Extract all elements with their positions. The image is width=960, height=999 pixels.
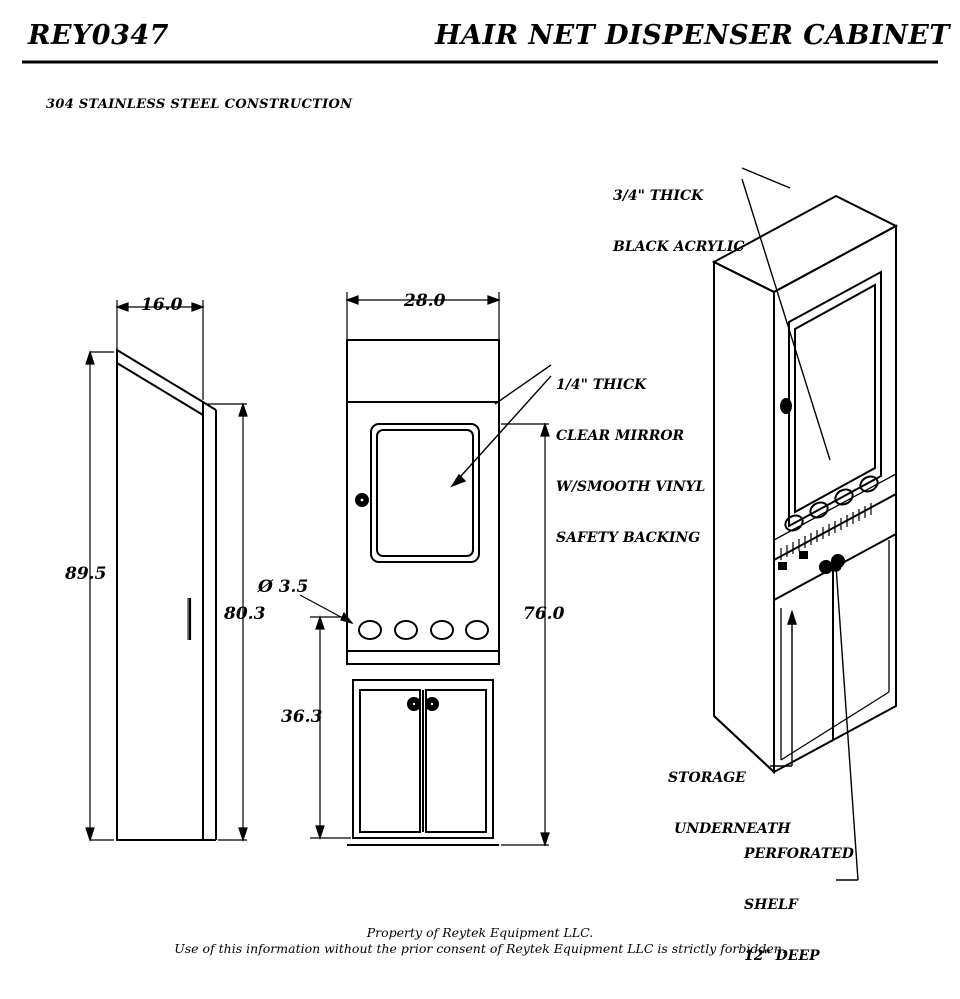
iso-lock [781,399,791,413]
annotation-mirror-line1: 1/4" THICK [556,377,647,393]
front-view-dimensions [300,292,549,845]
iso-bottom-edge [714,716,774,772]
iso-left-face [714,262,774,772]
front-view-lower-door-left [360,690,420,832]
leader-mirror [452,365,551,486]
part-number: REY0347 [28,20,169,51]
iso-tag-2 [800,552,807,558]
side-view-top-slope [117,363,203,415]
dimension-front-width: 28.0 [404,291,446,311]
leader-acrylic-1 [742,168,790,188]
dispenser-hole-1 [359,621,381,639]
side-view [117,350,216,840]
side-view-outline [117,350,203,840]
dimension-door-height: 80.3 [224,604,266,624]
annotation-mirror-line4: SAFETY BACKING [556,530,701,546]
annotation-storage-line1: STORAGE [668,770,746,786]
iso-mirror-door [789,272,881,526]
footer-line-1: Property of Reytek Equipment LLC. [366,925,594,940]
annotation-shelf-line1: PERFORATED [744,846,854,862]
dimension-overall-height: 89.5 [65,564,107,584]
dispenser-hole-4 [466,621,488,639]
material-note: 304 STAINLESS STEEL CONSTRUCTION [46,97,353,112]
front-view [347,340,499,845]
dimension-mirror-to-base: 76.0 [523,604,565,624]
annotation-acrylic-line2: BLACK ACRYLIC [613,239,745,255]
iso-lower-handle-left [820,561,832,573]
side-view-back-edge-top [203,402,216,410]
dispenser-hole-3 [431,621,453,639]
leader-acrylic-2 [742,179,830,460]
footer-line-2: Use of this information without the prior consent of Reytek Equipment LLC is strictly forbidden. [174,941,786,956]
annotation-acrylic-line1: 3/4" THICK [613,188,704,204]
annotation-storage-line2: UNDERNEATH [674,821,791,837]
page-title: HAIR NET DISPENSER CABINET [435,20,950,51]
front-view-upper-body [347,402,499,664]
front-view-mirror-glass [377,430,473,556]
dimension-lower-cabinet: 36.3 [281,707,323,727]
front-view-lock-core [360,498,365,503]
dimension-hole-diameter: Ø 3.5 [258,577,309,597]
annotation-shelf-line2: SHELF [744,897,798,913]
iso-mirror-glass [795,285,875,512]
iso-view [714,196,896,772]
front-view-mirror-door [371,424,479,562]
dimension-side-depth: 16.0 [141,295,183,315]
dispenser-hole-2 [395,621,417,639]
front-view-crown [347,340,499,402]
front-view-lower-door-right [426,690,486,832]
annotation-shelf-line3: 12" DEEP [744,948,820,964]
iso-tag-1 [779,563,786,569]
leader-shelf-dot [831,561,841,571]
annotation-mirror-line3: W/SMOOTH VINYL [556,479,706,495]
annotation-mirror-line2: CLEAR MIRROR [556,428,685,444]
